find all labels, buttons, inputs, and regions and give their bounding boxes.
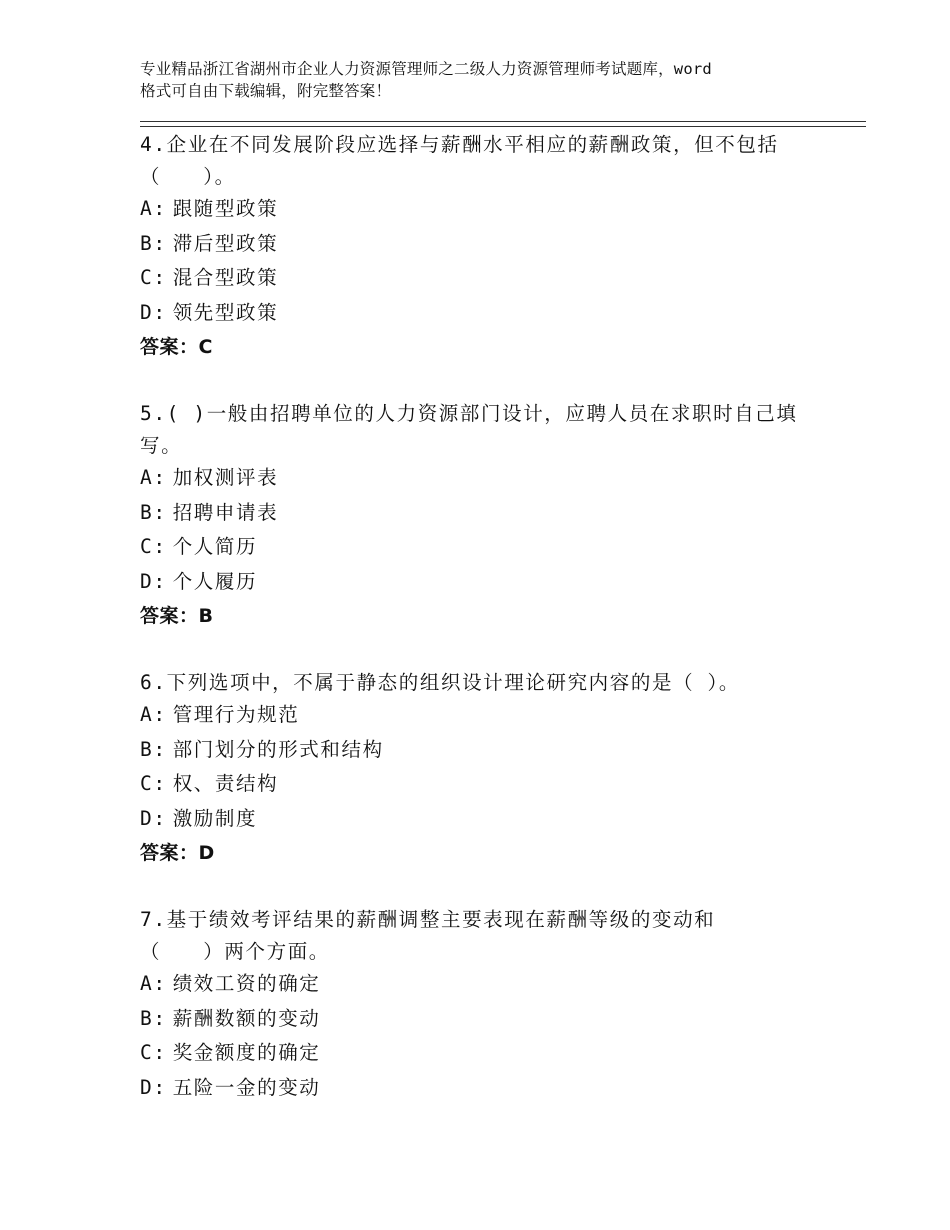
option-letter: B: [140,231,167,255]
option-text: 个人简历 [172,535,258,558]
option-letter: A: [140,197,167,220]
answer-key: 答案：C [140,336,213,358]
question-stem-line: 5.( )一般由招聘单位的人力资源部门设计，应聘人员在求职时自己填 [140,402,798,425]
option-text: 奖金额度的确定 [172,1041,321,1064]
question-block [140,903,840,1105]
answer-option [140,496,840,531]
question-stem-line: 4.企业在不同发展阶段应选择与薪酬水平相应的薪酬政策，但不包括 [140,133,779,156]
option-text: 加权测评表 [172,466,279,489]
option-letter: D: [140,569,167,593]
option-letter: B: [140,500,167,524]
header-line-1: 专业精品浙江省湖州市企业人力资源管理师之二级人力资源管理师考试题库，word [140,60,712,78]
answer-option [140,698,840,733]
option-text: 滞后型政策 [172,231,279,255]
answer-key: 答案：B [140,605,214,627]
answer-option [140,565,840,600]
header-divider [140,121,866,127]
question-stem-line: 6.下列选项中，不属于静态的组织设计理论研究内容的是（ ）。 [140,671,740,694]
option-letter: B: [140,737,167,761]
option-letter: A: [140,972,167,995]
question-stem-line: 7.基于绩效考评结果的薪酬调整主要表现在薪酬等级的变动和 [140,908,716,931]
option-text: 激励制度 [172,806,258,830]
option-text: 领先型政策 [172,300,279,324]
option-text: 混合型政策 [172,266,279,289]
answer-option [140,296,840,331]
question-spacer [140,633,840,666]
question-block [140,128,840,364]
option-letter: D: [140,1075,167,1099]
answer-option [140,733,840,768]
option-text: 薪酬数额的变动 [172,1006,321,1030]
question-list [140,128,840,1105]
answer-option [140,767,840,802]
question-block [140,397,840,633]
header-line-2: 格式可自由下载编辑，附完整答案！ [140,82,392,100]
answer-option [140,461,840,496]
option-text: 权、责结构 [172,772,279,795]
option-letter: A: [140,466,167,489]
question-stem-line: 写。 [140,434,183,457]
answer-option [140,227,840,262]
option-text: 个人履历 [172,569,258,593]
option-text: 绩效工资的确定 [172,972,321,995]
answer-option [140,530,840,565]
answer-option [140,1036,840,1071]
answer-option [140,1002,840,1037]
option-letter: C: [140,772,167,795]
question-spacer [140,364,840,397]
option-letter: D: [140,806,167,830]
option-letter: C: [140,266,167,289]
question-stem-line: （ ）两个方面。 [140,940,330,963]
option-text: 招聘申请表 [172,500,279,524]
option-letter: C: [140,1041,167,1064]
answer-option [140,802,840,837]
document-header [140,58,830,102]
option-letter: C: [140,535,167,558]
option-letter: B: [140,1006,167,1030]
option-text: 管理行为规范 [172,703,300,726]
answer-option [140,261,840,296]
option-text: 部门划分的形式和结构 [172,737,384,761]
answer-option [140,192,840,227]
question-spacer [140,870,840,903]
option-letter: A: [140,703,167,726]
option-letter: D: [140,300,167,324]
answer-option [140,1071,840,1106]
question-stem-line: （ ）。 [140,165,236,188]
answer-option [140,967,840,1002]
option-text: 五险一金的变动 [172,1075,321,1099]
option-text: 跟随型政策 [172,197,279,220]
question-block [140,666,840,870]
answer-key: 答案：D [140,842,215,864]
